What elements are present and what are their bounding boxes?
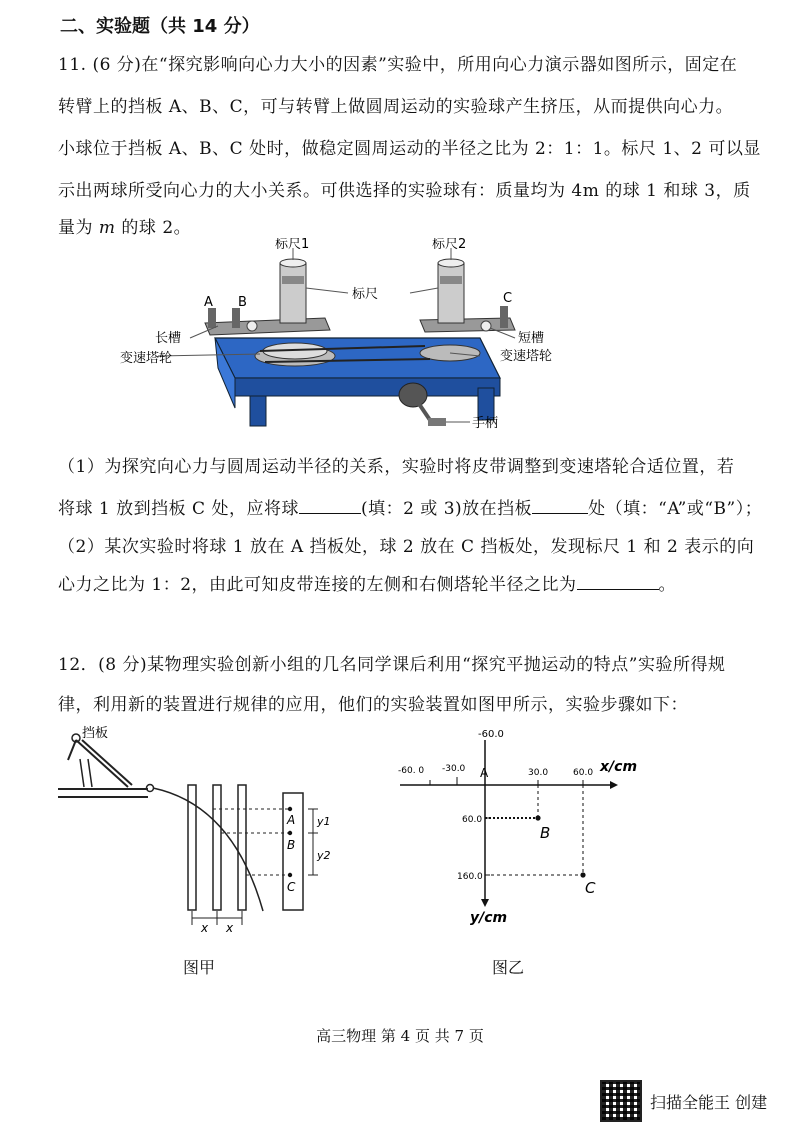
label-A: A (204, 295, 213, 310)
label-baffle: 挡板 (82, 726, 109, 741)
q11-line-4: 示出两球所受向心力的大小关系。可供选择的实验球有：质量均为 4m 的球 1 和球 3，质 (58, 181, 751, 201)
x-axis-label: x/cm (600, 759, 638, 775)
point-C-label: C (585, 879, 596, 897)
label-C: C (503, 291, 513, 306)
watermark-text: 扫描全能王 创建 (650, 1092, 768, 1112)
label-short-slot: 短槽 (518, 331, 545, 346)
q11-line-1: 11. (6 分)在“探究影响向心力大小的因素”实验中，所用向心力演示器如图所示，固定在 (58, 55, 738, 75)
q12-line-2: 律，利用新的装置进行规律的应用，他们的实验装置如图甲所示，实验步骤如下： (58, 695, 688, 715)
q11-sub2-text-b: 。 (658, 575, 677, 595)
caption-figure-yi: 图乙 (492, 958, 525, 977)
section-title: 二、实验题（共 14 分） (60, 16, 260, 37)
fig-jia-label-x2: x (226, 921, 234, 935)
label-B: B (238, 295, 247, 310)
scanner-watermark (600, 1080, 767, 1122)
q11-sub1-text-c: 处（填：“A”或“B”）； (588, 499, 763, 519)
label-pulley-right: 变速塔轮 (500, 349, 553, 364)
label-ruler: 标尺 (352, 287, 379, 302)
x-tick-neg-30: -30.0 (442, 764, 466, 774)
q11-sub1-line-1: （1）为探究向心力与圆周运动半径的关系，实验时将皮带调整到变速塔轮合适位置，若 (58, 457, 735, 477)
figure-yi-coordinate-plot (390, 725, 650, 935)
x-tick-neg-60: -60. 0 (398, 766, 425, 776)
fig-jia-label-y2: y2 (317, 849, 331, 862)
answer-blank-baffle[interactable] (532, 498, 588, 514)
q12-line-1: 12．(8 分)某物理实验创新小组的几名同学课后利用“探究平抛运动的特点”实验所得规 (58, 655, 726, 675)
point-B-marker (535, 815, 540, 820)
q11-sub2-line-1: （2）某次实验时将球 1 放在 A 挡板处，球 2 放在 C 挡板处，发现标尺 1 和 2 表示的向 (58, 537, 755, 557)
qr-code-icon (600, 1080, 642, 1122)
caption-figure-jia: 图甲 (183, 958, 216, 977)
q11-sub2-text-a: 心力之比为 1：2，由此可知皮带连接的左侧和右侧塔轮半径之比为 (58, 575, 577, 595)
q11-mass-symbol: m (98, 218, 116, 238)
q11-sub1-text-a: 将球 1 放到挡板 C 处，应将球 (58, 499, 299, 519)
q11-line-3: 小球位于挡板 A、B、C 处时，做稳定圆周运动的半径之比为 2：1：1。标尺 1、2 可以显 (58, 139, 761, 159)
x-tick-30: 30.0 (528, 768, 549, 778)
q11-line-5-a: 量为 (58, 218, 99, 238)
x-tick-60: 60.0 (573, 768, 594, 778)
label-ruler-1: 标尺1 (275, 238, 310, 252)
y-tick-160: 160.0 (457, 872, 483, 882)
fig-jia-label-C: C (287, 880, 296, 894)
answer-blank-ball[interactable] (299, 498, 361, 514)
centripetal-apparatus-figure (120, 238, 560, 438)
fig-jia-label-x1: x (201, 921, 209, 935)
point-B-label: B (540, 824, 551, 842)
q11-line-5 (58, 213, 191, 238)
q11-line-5-b: 的球 2。 (115, 218, 192, 238)
origin-label-A: A (480, 766, 489, 780)
answer-blank-radius-ratio[interactable] (577, 574, 659, 590)
fig-jia-label-y1: y1 (317, 815, 331, 828)
point-C-marker (580, 872, 585, 877)
page-footer: 高三物理 第 4 页 共 7 页 (316, 1027, 484, 1045)
q11-sub2-line-2 (58, 570, 676, 595)
tick-top: -60.0 (478, 729, 504, 740)
q11-line-2: 转臂上的挡板 A、B、C，可与转臂上做圆周运动的实验球产生挤压，从而提供向心力。 (58, 97, 734, 117)
y-axis-label: y/cm (470, 910, 508, 926)
label-long-slot: 长槽 (155, 331, 182, 346)
fig-jia-label-A: A (287, 813, 296, 827)
label-pulley-left: 变速塔轮 (120, 351, 173, 366)
q11-sub1-text-b: (填：2 或 3)放在挡板 (360, 499, 533, 519)
y-tick-60: 60.0 (462, 815, 483, 825)
fig-jia-label-B: B (287, 838, 296, 852)
label-ruler-2: 标尺2 (432, 238, 467, 252)
q11-sub1-line-2 (58, 494, 762, 519)
label-handle: 手柄 (472, 416, 499, 431)
figure-jia (58, 725, 333, 945)
